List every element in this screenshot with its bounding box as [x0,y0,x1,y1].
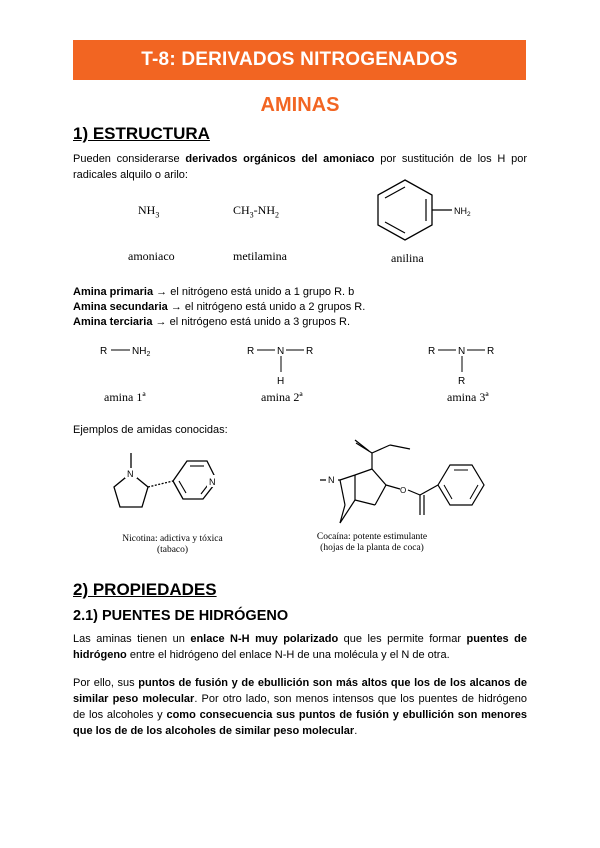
svg-text:R: R [247,346,255,357]
p2-text: . Por otro lado, son menos intensos que los puentes de hidrógeno de los alcoholes y [73,693,528,721]
amine-type-desc: → el nitrógeno está unido a 2 grupos R. [167,301,366,313]
propiedades-heading: 2) PROPIEDADES [73,580,217,599]
p2-bold: como consecuencia sus puntos de fusión y ebullición son menores que los de de los alcoholes de similar peso molecular [73,709,527,737]
svg-text:R: R [458,376,466,387]
svg-text:N: N [277,346,285,357]
section-title: AMINAS [260,94,340,116]
cocaine-caption-line1: Cocaína: potente estimulante [316,532,428,542]
amine-type-label: Amina primaria [73,286,154,298]
estructura-heading: 1) ESTRUCTURA [73,124,210,143]
p2-text: . [354,725,358,737]
p1-bold: enlace N-H muy polarizado [190,633,339,645]
cocaine-structure [300,435,500,535]
p1-bold: puentes de hidrógeno [73,633,527,661]
methylamine-formula: $CH_3-NH_2$ [233,203,279,220]
p1-text: que les permite formar [338,633,467,645]
svg-text:R: R [428,346,436,357]
intro-text-end: por sustitución de los H por radicales alquilo o arilo: [73,153,527,181]
amine-type-label: Amina terciaria [73,316,153,328]
cocaine-n: N [328,475,335,485]
svg-text:R: R [487,346,495,357]
label-primary: amina 1ª [104,390,146,404]
svg-text:NH2: $NH_2$ [454,206,471,218]
cocaine-caption [302,532,442,554]
primary-amine-diagram [100,342,180,362]
amine-type-desc: → el nitrógeno está unido a 3 grupos R. [152,316,350,328]
label-tertiary: amina 3ª [447,390,489,404]
document-title: T-8: DERIVADOS NITROGENADOS [141,49,458,70]
examples-heading: Ejemplos de amidas conocidas: [73,424,228,436]
example-name-methylamine: metilamina [233,249,287,263]
nicotine-n1: N [127,469,134,479]
p1-text: Las aminas tienen un [73,633,191,645]
amine-type-secondary [73,299,365,315]
intro-bold: derivados orgánicos del amoniaco [185,153,375,165]
paragraph-1 [73,631,527,663]
amine-type-tertiary [73,314,350,330]
svg-text:R: R [306,346,314,357]
p1-text: entre el hidrógeno del enlace N-H de una molécula y el N de otra. [126,649,450,661]
header-banner [73,40,526,80]
amine-type-label: Amina secundaria [73,301,168,313]
aniline-structure [370,178,480,253]
svg-text:N: N [458,346,466,357]
amine-type-primary [73,284,354,300]
nicotine-n2: N [209,477,216,487]
example-name-aniline: anilina [391,251,424,265]
puentes-heading: 2.1) PUENTES DE HIDRÓGENO [73,608,289,624]
example-name-ammonia: amoniaco [128,249,175,263]
p2-bold: puntos de fusión y de ebullición son más altos que los de los alcanos de similar peso molecular [73,677,527,705]
nicotine-caption-line1: Nicotina: adictiva y tóxica [122,534,223,544]
intro-text: Pueden considerarse [73,153,186,165]
svg-text:O: O [400,486,407,495]
tertiary-amine-diagram [428,342,508,387]
nicotine-structure [103,443,233,533]
svg-text:H: H [277,376,285,387]
svg-text:R: R [100,346,108,357]
cocaine-caption-line2: (hojas de la planta de coca) [320,543,424,553]
ammonia-formula: $NH_3$ [138,203,160,220]
p2-text: Por ello, sus [73,677,139,689]
nicotine-caption [110,534,235,556]
secondary-amine-diagram [247,342,327,387]
label-secondary: amina 2ª [261,390,303,404]
amine-type-desc: → el nitrógeno está unido a 1 grupo R. b [153,286,355,298]
nicotine-caption-line2: (tabaco) [156,545,189,555]
svg-text:NH2: $NH_2$ [132,346,151,358]
paragraph-2 [73,675,527,739]
